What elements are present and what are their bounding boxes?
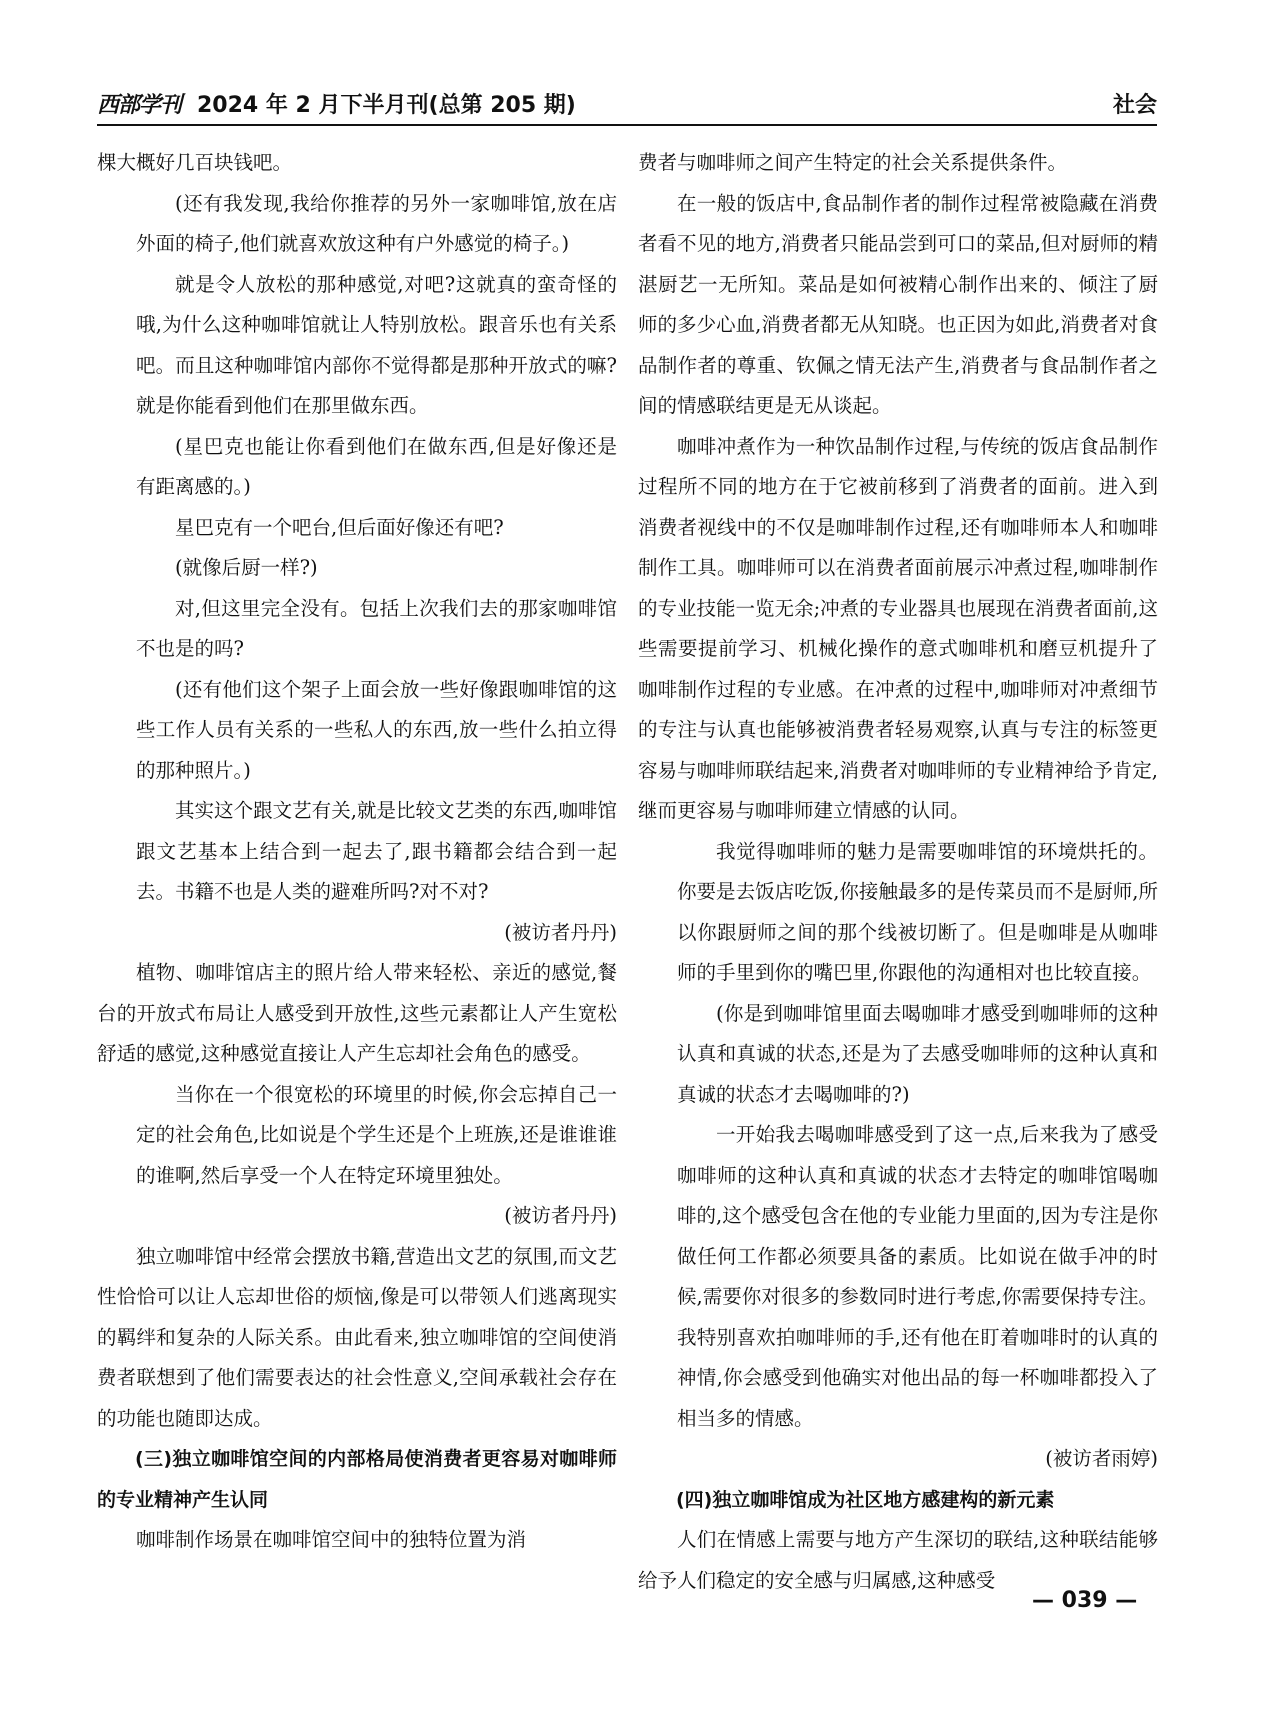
interview-quote: (星巴克也能让你看到他们在做东西,但是好像还是有距离感的。) (136, 434, 617, 498)
journal-logo: 西部学刊 (97, 92, 182, 118)
interview-quote: 星巴克有一个吧台,但后面好像还有吧? (175, 515, 504, 539)
interview-quote: (还有我发现,我给你推荐的另外一家咖啡馆,放在店外面的椅子,他们就喜欢放这种有户外感觉的椅子。) (136, 191, 617, 255)
paragraph: 人们在情感上需要与地方产生深切的联结,这种联结能够给予人们稳定的安全感与归属感,这种感受 (638, 1528, 1158, 1592)
paragraph: 植物、咖啡馆店主的照片给人带来轻松、亲近的感觉,餐台的开放式布局让人感受到开放性,这些元素都让人产生宽松舒适的感觉,这种感觉直接让人产生忘却社会角色的感受。 (97, 961, 617, 1065)
paragraph: 费者与咖啡师之间产生特定的社会关系提供条件。 (638, 151, 1068, 174)
paragraph: 独立咖啡馆中经常会摆放书籍,营造出文艺的氛围,而文艺性恰恰可以让人忘却世俗的烦恼,像是可以带领人们逃离现实的羁绊和复杂的人际关系。由此看来,独立咖啡馆的空间使消费者联想到了他们需要表达的社会性意义,空间承载社会存在的功能也随即达成。 (97, 1244, 617, 1430)
interview-quote: (还有他们这个架子上面会放一些好像跟咖啡馆的这些工作人员有关系的一些私人的东西,放一些什么拍立得的那种照片。) (136, 677, 617, 782)
running-header (97, 88, 1157, 128)
interviewee-attribution: (被访者丹丹) (504, 920, 617, 944)
interview-quote: (你是到咖啡馆里面去喝咖啡才感受到咖啡师的这种认真和真诚的状态,还是为了去感受咖啡师的这种认真和真诚的状态才去喝咖啡的?) (677, 1001, 1158, 1106)
paragraph: 在一般的饭店中,食品制作者的制作过程常被隐藏在消费者看不见的地方,消费者只能品尝到可口的菜品,但对厨师的精湛厨艺一无所知。菜品是如何被精心制作出来的、倾注了厨师的多少心血,消费者都无从知晓。也正因为如此,消费者对食品制作者的尊重、钦佩之情无法产生,消费者与食品制作者之间的情感联结更是无从谈起。 (638, 191, 1158, 417)
interviewee-attribution: (被访者雨婷) (1045, 1447, 1158, 1470)
interview-quote: 一开始我去喝咖啡感受到了这一点,后来我为了感受咖啡师的这种认真和真诚的状态才去特定的咖啡馆喝咖啡的,这个感受包含在他的专业能力里面的,因为专注是你做任何工作都必须要具备的素质。比如说在做手冲的时候,需要你对很多的参数同时进行考虑,你需要保持专注。我特别喜欢拍咖啡师的手,还有他在盯着咖啡时的认真的神情,你会感受到他确实对他出品的每一杯咖啡都投入了相当多的情感。 (677, 1123, 1158, 1430)
interview-quote: 其实这个跟文艺有关,就是比较文艺类的东西,咖啡馆跟文艺基本上结合到一起去了,跟书籍都会结合到一起去。书籍不也是人类的避难所吗?对不对? (136, 799, 617, 903)
right-column (638, 143, 1158, 1601)
interview-quote: 当你在一个很宽松的环境里的时候,你会忘掉自己一定的社会角色,比如说是个学生还是个上班族,还是谁谁谁的谁啊,然后享受一个人在特定环境里独处。 (136, 1082, 617, 1187)
issue-info: 2024 年 2 月下半月刊(总第 205 期) (197, 93, 576, 118)
section-name: 社会 (1112, 93, 1157, 118)
page-number: — 039 — (1032, 1588, 1138, 1613)
paragraph: 咖啡制作场景在咖啡馆空间中的独特位置为消 (136, 1528, 527, 1551)
paragraph: 棵大概好几百块钱吧。 (97, 151, 293, 174)
interview-quote: 就是令人放松的那种感觉,对吧?这就真的蛮奇怪的哦,为什么这种咖啡馆就让人特别放松。跟音乐也有关系吧。而且这种咖啡馆内部你不觉得都是那种开放式的嘛?就是你能看到他们在那里做东西。 (136, 272, 617, 417)
interview-quote: 对,但这里完全没有。包括上次我们去的那家咖啡馆不也是的吗? (136, 596, 617, 660)
section-heading: (三)独立咖啡馆空间的内部格局使消费者更容易对咖啡师的专业精神产生认同 (97, 1448, 617, 1511)
interview-quote: 我觉得咖啡师的魅力是需要咖啡馆的环境烘托的。你要是去饭店吃饭,你接触最多的是传菜员而不是厨师,所以你跟厨师之间的那个线被切断了。但是咖啡是从咖啡师的手里到你的嘴巴里,你跟他的沟通相对也比较直接。 (677, 839, 1158, 984)
paragraph: 咖啡冲煮作为一种饮品制作过程,与传统的饭店食品制作过程所不同的地方在于它被前移到了消费者的面前。进入到消费者视线中的不仅是咖啡制作过程,还有咖啡师本人和咖啡制作工具。咖啡师可以在消费者面前展示冲煮过程,咖啡制作的专业技能一览无余;冲煮的专业器具也展现在消费者面前,这些需要提前学习、机械化操作的意式咖啡机和磨豆机提升了咖啡制作过程的专业感。在冲煮的过程中,咖啡师对冲煮细节的专注与认真也能够被消费者轻易观察,认真与专注的标签更容易与咖啡师联结起来,消费者对咖啡师的专业精神给予肯定,继而更容易与咖啡师建立情感的认同。 (638, 434, 1158, 822)
interview-quote: (就像后厨一样?) (175, 556, 318, 579)
left-column (97, 143, 617, 1561)
header-rule (97, 124, 1157, 126)
section-heading: (四)独立咖啡馆成为社区地方感建构的新元素 (676, 1488, 1055, 1511)
interviewee-attribution: (被访者丹丹) (504, 1204, 617, 1227)
